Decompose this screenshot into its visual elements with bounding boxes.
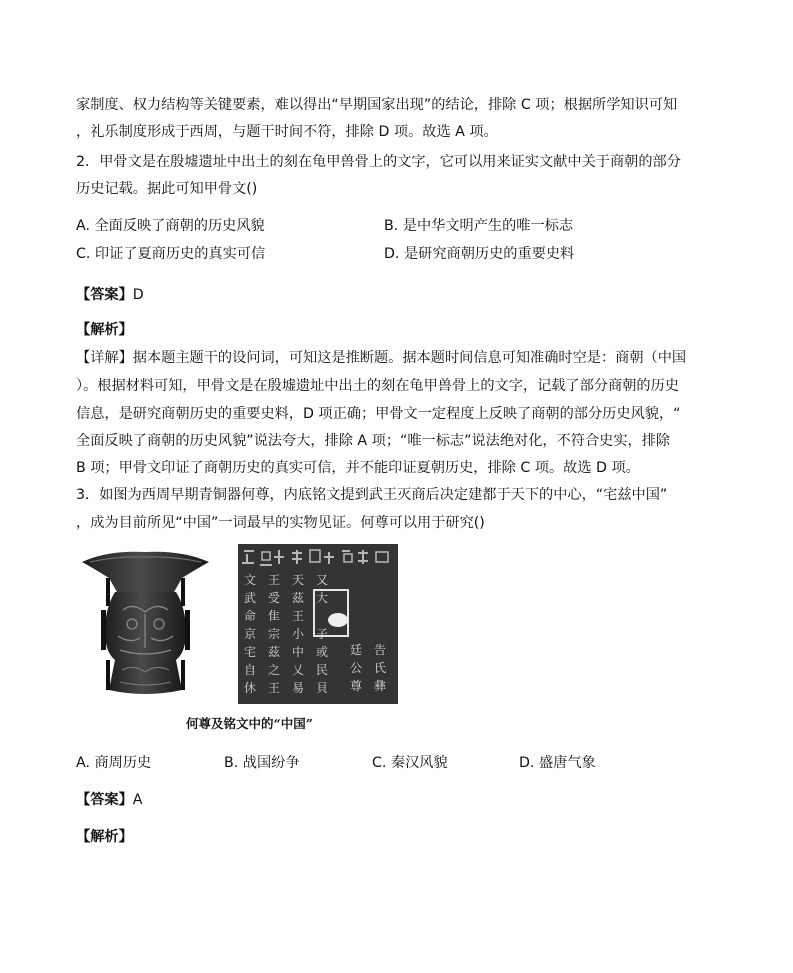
figure-caption: 何尊及铭文中的“中国” xyxy=(186,716,313,731)
question-3-stem: ，成为目前所见“中国”一词最早的实物见证。何尊可以用于研究() xyxy=(76,515,485,531)
rubbing-glyph: 文 王 天 又 xyxy=(244,573,329,587)
rubbing-glyph: 命 隹 王 xyxy=(244,609,305,623)
rubbing-glyph: 宅 茲 中 或 xyxy=(244,645,329,659)
rubbing-glyph: 京 宗 小 子 xyxy=(244,627,329,641)
rubbing-glyph: 公 氏 xyxy=(350,661,387,675)
paragraph-line: 家制度、权力结构等关键要素，难以得出“早期国家出现”的结论，排除 C 项；根据所学知识可知 xyxy=(76,97,678,113)
answer-line xyxy=(76,285,144,305)
rubbing-glyph: 尊 彝 xyxy=(350,679,387,693)
answer-line xyxy=(76,790,142,810)
option-d: D. 盛唐气象 xyxy=(519,755,596,771)
detail-line: 全面反映了商朝的历史风貌”说法夸大，排除 A 项；“唯一标志”说法绝对化，不符合史实，排除 xyxy=(76,433,671,449)
answer-label: 【答案】 xyxy=(76,287,133,303)
question-3-stem: 3．如图为西周早期青铜器何尊，内底铭文提到武王灭商后决定建都于天下的中心，“宅兹中国” xyxy=(76,487,668,503)
option-b: B. 是中华文明产生的唯一标志 xyxy=(384,218,574,234)
question-2-stem: 2．甲骨文是在殷墟遗址中出土的刻在龟甲兽骨上的文字，它可以用来证实文献中关于商朝的部分 xyxy=(76,154,681,170)
answer-value: D xyxy=(132,287,144,303)
detail-line: 信息，是研究商朝历史的重要史料，D 项正确；甲骨文一定程度上反映了商朝的部分历史风貌，“ xyxy=(76,406,681,422)
analysis-label: 【解析】 xyxy=(76,829,133,845)
question-2-stem: 历史记载。据此可知甲骨文() xyxy=(76,181,258,197)
rubbing-glyph: 武 受 茲 大 xyxy=(244,591,329,605)
option-d: D. 是研究商朝历史的重要史料 xyxy=(384,246,575,262)
detail-line: 【详解】据本题主题干的设问词，可知这是推断题。据本题时间信息可知准确时空是：商朝（中国 xyxy=(76,350,687,366)
rubbing-glyph: 休 王 易 貝 xyxy=(244,681,329,695)
detail-line: ）。根据材料可知，甲骨文是在殷墟遗址中出土的刻在龟甲兽骨上的文字，记载了部分商朝的历史 xyxy=(76,378,679,394)
answer-value: A xyxy=(132,792,143,808)
option-c: C. 印证了夏商历史的真实可信 xyxy=(76,246,266,262)
analysis-label: 【解析】 xyxy=(76,322,133,338)
paragraph-line: ，礼乐制度形成于西周，与题干时间不符，排除 D 项。故选 A 项。 xyxy=(76,124,498,140)
option-c: C. 秦汉风貌 xyxy=(372,755,448,771)
option-a: A. 全面反映了商朝的历史风貌 xyxy=(76,218,265,234)
rubbing-glyph: 自 之 乂 民 xyxy=(244,663,329,677)
option-b: B. 战国纷争 xyxy=(224,755,300,771)
answer-label: 【答案】 xyxy=(76,792,133,808)
rubbing-glyph: 廷 告 xyxy=(350,643,387,657)
detail-line: B 项；甲骨文印证了商朝历史的真实可信，并不能印证夏朝历史，排除 C 项。故选 D 项。 xyxy=(76,460,640,476)
option-a: A. 商周历史 xyxy=(76,755,152,771)
bronze-vessel-image xyxy=(78,548,213,700)
inscription-rubbing-image xyxy=(238,544,398,704)
